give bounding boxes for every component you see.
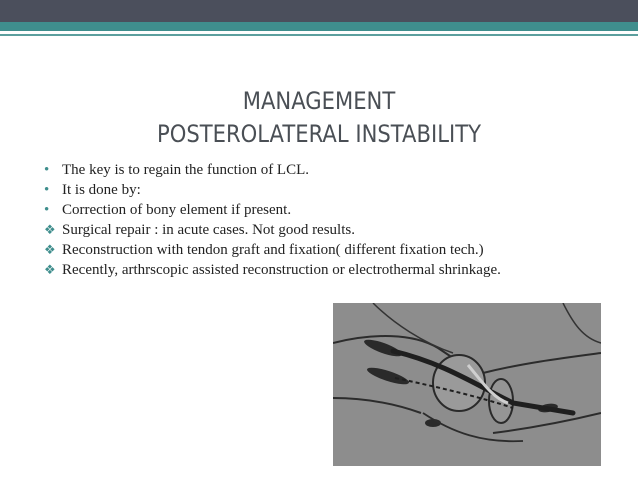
bullet-diamond-icon: ❖: [44, 222, 56, 237]
bullet-item: [44, 220, 584, 240]
slide-title-line-2: POSTEROLATERAL INSTABILITY: [156, 120, 482, 148]
slide-title-line-1: MANAGEMENT: [242, 87, 396, 115]
bullet-diamond-icon: ❖: [44, 242, 56, 257]
bullet-item: [44, 160, 584, 180]
bullet-dot-icon: •: [44, 162, 50, 178]
header-dark-band: [0, 0, 638, 22]
elbow-reconstruction-illustration: [333, 303, 601, 466]
bullet-text: Correction of bony element if present.: [62, 202, 292, 218]
bullet-dot-icon: •: [44, 202, 50, 218]
bullet-item: [44, 200, 584, 220]
bullet-item: [44, 240, 584, 260]
bullet-diamond-icon: ❖: [44, 262, 56, 277]
bullet-item: [44, 180, 584, 200]
bullet-text: Surgical repair : in acute cases. Not good results.: [62, 222, 355, 238]
bullet-item: [44, 260, 584, 280]
bullet-dot-icon: •: [44, 182, 50, 198]
bullet-list: [44, 160, 584, 280]
elbow-drawing: [333, 303, 601, 466]
header-teal-band: [0, 22, 638, 31]
bullet-text: The key is to regain the function of LCL.: [62, 162, 310, 178]
header-teal-stripe: [0, 34, 638, 36]
bullet-text: Reconstruction with tendon graft and fixation( different fixation tech.): [62, 242, 484, 258]
bullet-text: Recently, arthrscopic assisted reconstruction or electrothermal shrinkage.: [62, 262, 501, 278]
bullet-text: It is done by:: [62, 182, 141, 198]
